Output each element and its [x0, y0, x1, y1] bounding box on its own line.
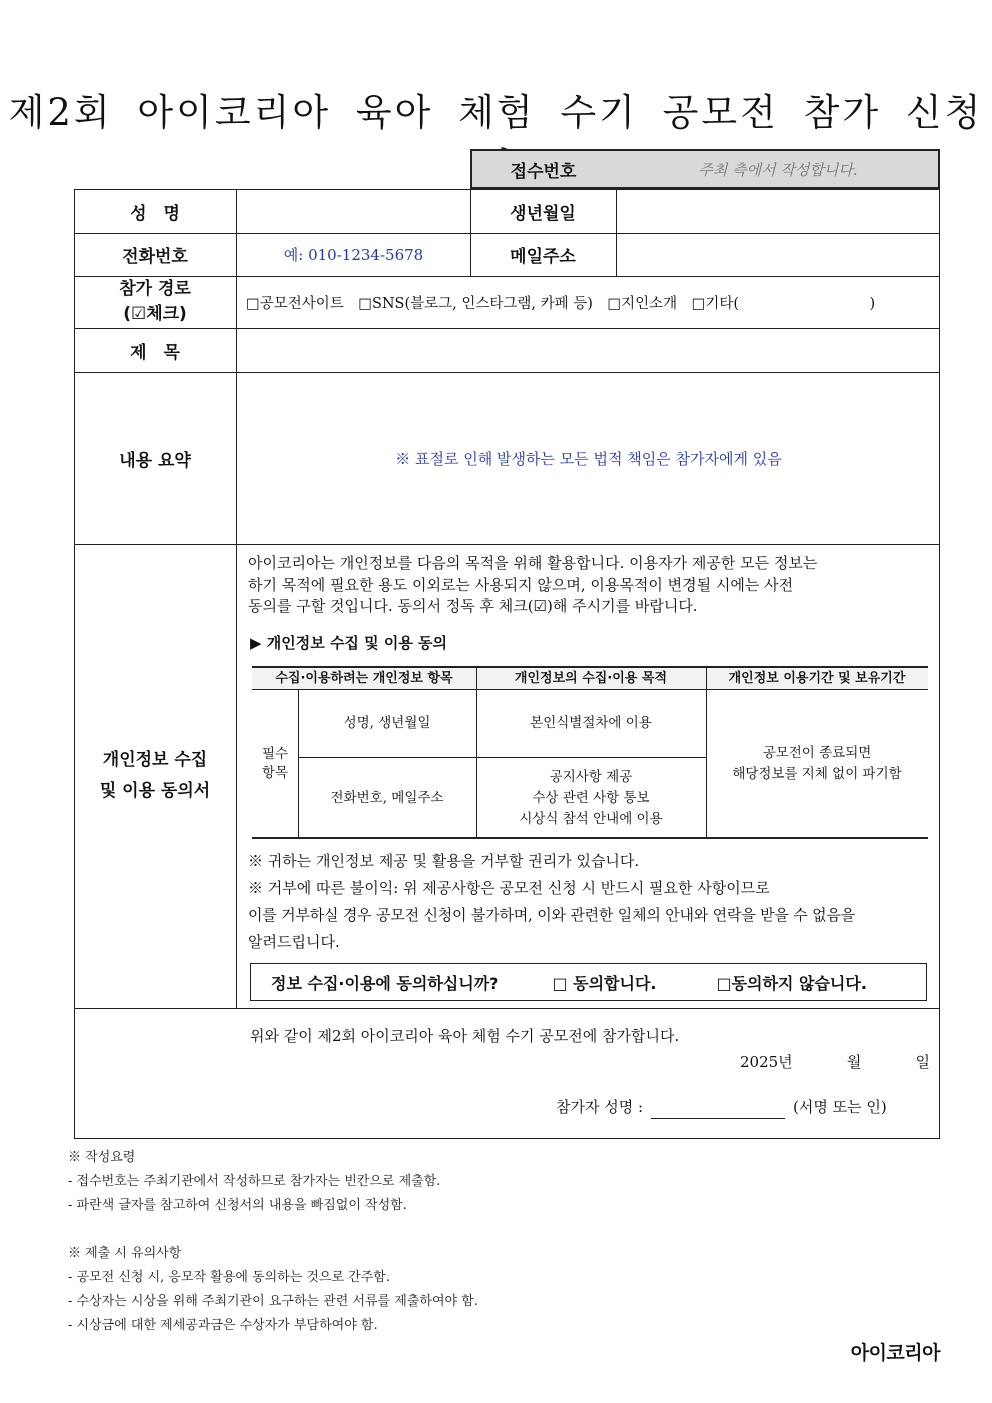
brand-logo: 아이코리아	[850, 1342, 940, 1364]
email-label: 메일주소	[510, 247, 576, 267]
row-divider	[74, 1008, 940, 1009]
purpose-line: 수상 관련 사항 통보	[532, 789, 650, 806]
signer-label: 참가자 성명 :	[556, 1098, 644, 1116]
signature-line[interactable]	[651, 1100, 785, 1119]
date-day[interactable]: 일	[915, 1053, 930, 1071]
caution-title: ※ 제출 시 유의사항	[68, 1246, 182, 1261]
consent-agree-checkbox[interactable]: □ 동의합니다.	[552, 973, 657, 993]
privacy-header-item: 수집·이용하려는 개인정보 항목	[275, 670, 453, 686]
retention-line: 해당정보를 지체 없이 파기함	[732, 766, 902, 782]
name-field[interactable]	[237, 189, 470, 233]
summary-notice[interactable]: ※ 표절로 인해 발생하는 모든 법적 책임은 참가자에게 있음	[395, 449, 782, 468]
row1-purpose: 본인식별절차에 이용	[530, 715, 652, 731]
writing-guide	[68, 1146, 440, 1218]
form-title: 제2회 아이코리아 육아 체험 수기 공모전 참가 신청	[8, 91, 984, 134]
birth-field[interactable]	[617, 189, 940, 233]
consent-question: 정보 수집·이용에 동의하십니까?	[271, 973, 499, 993]
summary-label: 내용 요약	[119, 450, 191, 471]
guide-title: ※ 작성요령	[68, 1150, 136, 1165]
birth-label: 생년월일	[510, 203, 576, 224]
purpose-line: 공지사항 제공	[549, 768, 633, 785]
retention-line: 공모전이 종료되면	[762, 745, 872, 761]
caution-item: - 공모전 신청 시, 응모작 활용에 동의하는 것으로 간주함.	[68, 1270, 390, 1285]
route-label-line2: (☑체크)	[123, 304, 187, 324]
name-label: 성 명	[130, 203, 180, 224]
consent-box	[250, 963, 927, 1001]
date-month[interactable]: 월	[846, 1053, 862, 1071]
receipt-value: 주최 측에서 작성합니다.	[698, 160, 858, 179]
guide-item: - 파란색 글자를 참고하여 신청서의 내용을 빠짐없이 작성함.	[68, 1198, 407, 1213]
signer-row	[556, 1097, 887, 1119]
purpose-line: 시상식 참석 안내에 이용	[519, 810, 663, 827]
privacy-label-line2: 및 이용 동의서	[99, 781, 211, 801]
privacy-notes	[248, 848, 940, 956]
required-label	[252, 690, 298, 838]
declaration-statement: 위와 같이 제2회 아이코리아 육아 체험 수기 공모전에 참가합니다.	[250, 1027, 680, 1045]
retention-period	[706, 690, 928, 838]
row1-item: 성명, 생년월일	[343, 715, 431, 731]
intro-line: 동의를 구할 것입니다. 동의서 정독 후 체크(☑)해 주시기를 바랍니다.	[248, 597, 698, 615]
guide-item: - 접수번호는 주최기관에서 작성하므로 참가자는 빈칸으로 제출함.	[68, 1174, 441, 1189]
caution-item: - 수상자는 시상을 위해 주최기관이 요구하는 관련 서류를 제출하여야 함.	[68, 1294, 478, 1309]
note-line: ※ 귀하는 개인정보 제공 및 활용을 거부할 권리가 있습니다.	[248, 852, 640, 870]
date-year[interactable]: 2025년	[740, 1053, 793, 1071]
column-divider	[236, 189, 237, 1008]
note-line: ※ 거부에 따른 불이익: 위 제공사항은 공모전 신청 시 반드시 필요한 사항이므로	[248, 879, 770, 897]
note-line: 알려드립니다.	[248, 933, 340, 951]
phone-label: 전화번호	[122, 247, 188, 267]
intro-line: 하기 목적에 필요한 용도 이외로는 사용되지 않으며, 이용목적이 변경될 시에는 사전	[248, 575, 794, 594]
row2-item: 전화번호, 메일주소	[330, 789, 444, 806]
route-label-line1: 참가 경로	[119, 279, 191, 299]
consent-disagree-checkbox[interactable]: □동의하지 않습니다.	[716, 973, 867, 993]
submission-cautions	[68, 1242, 478, 1338]
route-options[interactable]: □공모전사이트 □SNS(블로그, 인스타그램, 카페 등) □지인소개 □기타( )	[246, 295, 876, 312]
required-label-line1: 필수	[261, 746, 289, 762]
declaration-date	[740, 1052, 930, 1074]
intro-line: 아이코리아는 개인정보를 다음의 목적을 위해 활용합니다. 이용자가 제공한 모든 정보는	[248, 554, 818, 572]
required-label-line2: 항목	[261, 765, 289, 781]
privacy-intro	[248, 553, 938, 618]
note-line: 이를 거부하실 경우 공모전 신청이 불가하며, 이와 관련한 일체의 안내와 연락을 받을 수 없음을	[248, 906, 855, 924]
privacy-header-retention: 개인정보 이용기간 및 보유기간	[728, 670, 906, 686]
route-label	[74, 276, 236, 328]
subject-field[interactable]	[237, 328, 940, 372]
row2-purpose	[476, 758, 706, 838]
subject-label: 제 목	[130, 342, 180, 363]
caution-item: - 시상금에 대한 제세공과금은 수상자가 부담하여야 함.	[68, 1318, 378, 1333]
privacy-label-line1: 개인정보 수집	[102, 750, 208, 770]
privacy-header-purpose: 개인정보의 수집·이용 목적	[514, 670, 668, 686]
phone-field[interactable]: 예: 010-1234-5678	[283, 246, 424, 264]
email-field[interactable]	[617, 233, 940, 276]
signer-suffix: (서명 또는 인)	[793, 1098, 887, 1116]
privacy-label	[74, 544, 236, 1008]
privacy-section-title: ▶ 개인정보 수집 및 이용 동의	[250, 634, 448, 652]
receipt-label: 접수번호	[510, 161, 577, 182]
